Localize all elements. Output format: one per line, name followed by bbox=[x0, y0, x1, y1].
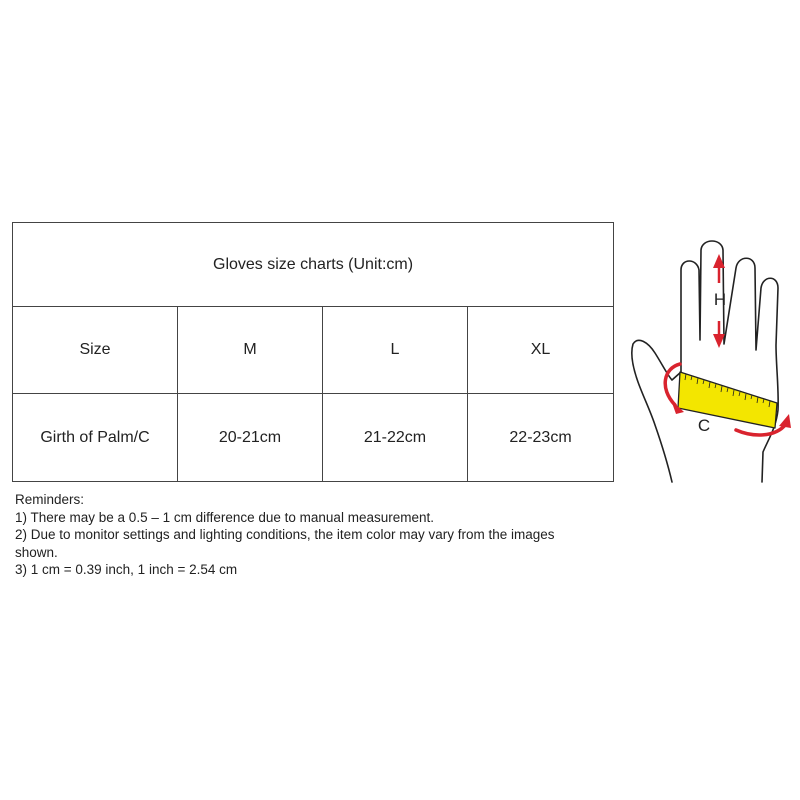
girth-cell-xl: 22-23cm bbox=[468, 394, 614, 482]
girth-header-cell: Girth of Palm/C bbox=[13, 394, 178, 482]
circumference-label: C bbox=[697, 416, 711, 435]
size-cell-l: L bbox=[323, 307, 468, 394]
table-title-row bbox=[13, 223, 614, 307]
size-cell-m: M bbox=[178, 307, 323, 394]
circumference-arrowhead bbox=[779, 414, 791, 428]
reminders-heading: Reminders: bbox=[15, 492, 85, 507]
girth-cell-l: 21-22cm bbox=[323, 394, 468, 482]
size-header-cell: Size bbox=[13, 307, 178, 394]
reminder-item: 2) Due to monitor settings and lighting conditions, the item color may vary from the images shown. bbox=[15, 527, 555, 560]
girth-cell-m: 20-21cm bbox=[178, 394, 323, 482]
hand-outline bbox=[632, 241, 778, 482]
size-cell-xl: XL bbox=[468, 307, 614, 394]
reminder-item: 3) 1 cm = 0.39 inch, 1 inch = 2.54 cm bbox=[15, 562, 238, 577]
hand-measurement-icon bbox=[628, 238, 794, 488]
table-row bbox=[13, 307, 614, 394]
reminders-block bbox=[15, 491, 580, 579]
table-row bbox=[13, 394, 614, 482]
table-title: Gloves size charts (Unit:cm) bbox=[13, 223, 614, 307]
height-label: H bbox=[713, 290, 727, 309]
reminder-item: 1) There may be a 0.5 – 1 cm difference due to manual measurement. bbox=[15, 509, 434, 525]
size-chart-table bbox=[12, 222, 614, 482]
measuring-tape bbox=[678, 372, 777, 428]
